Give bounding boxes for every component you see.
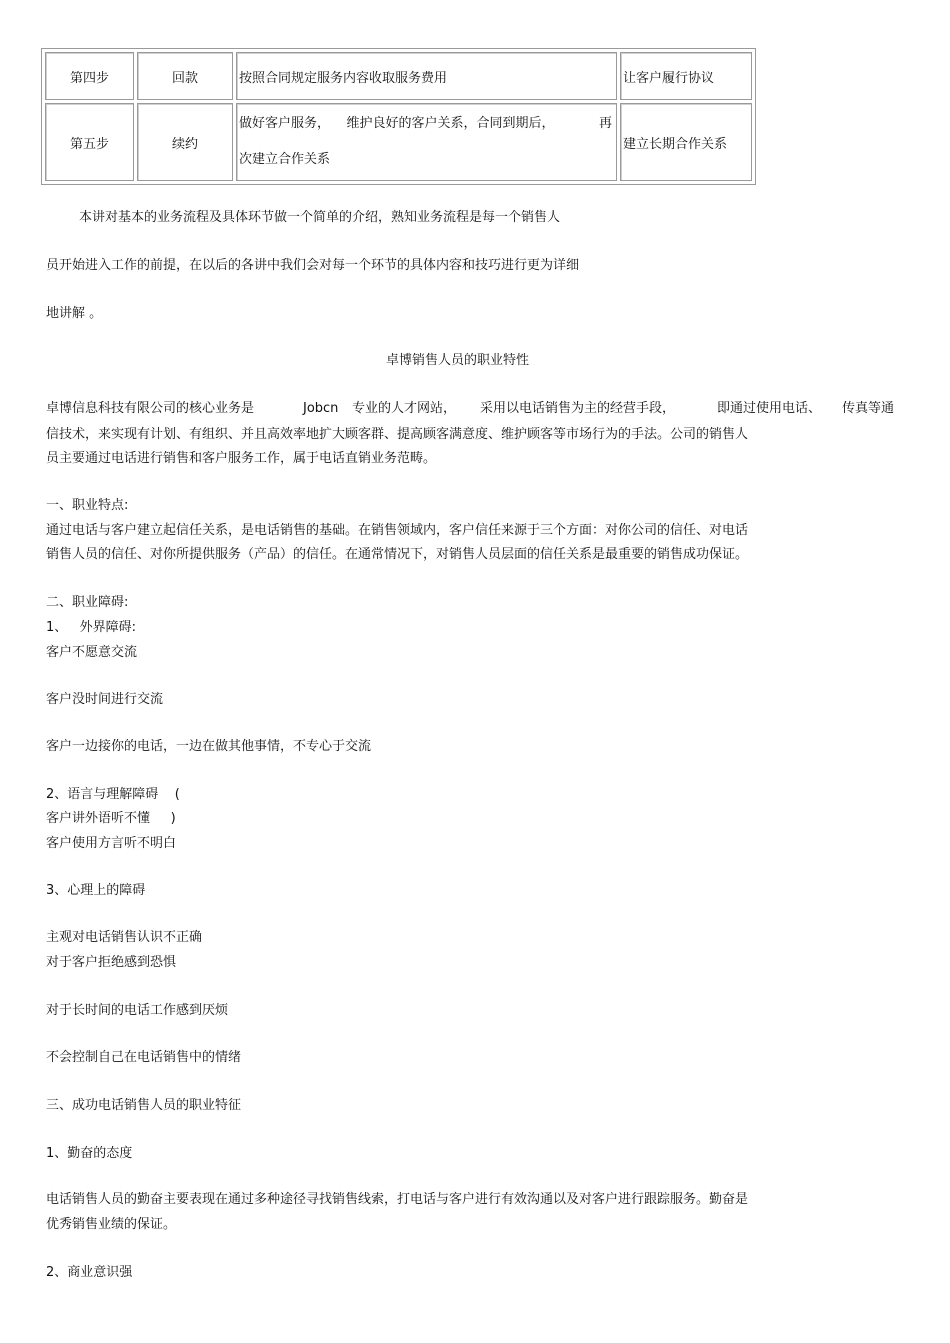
part2-subheading: 3、心理上的障碍 (46, 883, 146, 898)
step-name-cell: 续约 (137, 103, 233, 181)
table-row (45, 103, 752, 181)
part3-text: 优秀销售业绩的保证。 (46, 1217, 177, 1232)
step-cell: 第四步 (45, 52, 134, 100)
step-desc-text: 做好客户服务， 维护良好的客户关系，合同到期后， (239, 116, 555, 131)
company-text: 传真等通 (842, 401, 895, 416)
part3-text: 电话销售人员的勤奋主要表现在通过多种途径寻找销售线索，打电话与客户进行有效沟通以及对客户进行跟踪服务。勤奋是 (46, 1192, 749, 1207)
step-desc-line: 次建立合作关系 (239, 152, 331, 167)
part1-text: 通过电话与客户建立起信任关系，是电话销售的基础。在销售领域内，客户信任来源于三个方面：对你公司的信任、对电话 (46, 523, 749, 538)
part2-heading: 二、职业障碍: (46, 595, 129, 610)
list-item: 不会控制自己在电话销售中的情绪 (46, 1050, 242, 1065)
list-item: 对于长时间的电话工作感到厌烦 (46, 1003, 229, 1018)
part2-subheading: 1、 外界障碍: (46, 620, 137, 635)
section-title: 卓博销售人员的职业特性 (386, 353, 530, 368)
company-text: 信技术，来实现有计划、有组织、并且高效率地扩大顾客群、提高顾客满意度、维护顾客等市场行为的手法。公司的销售人 (46, 427, 749, 442)
table-row (45, 52, 752, 100)
part1-heading: 一、职业特点: (46, 498, 129, 513)
step-desc-cell (236, 103, 617, 181)
list-item: 客户一边接你的电话，一边在做其他事情，不专心于交流 (46, 739, 372, 754)
company-text: 员主要通过电话进行销售和客户服务工作，属于电话直销业务范畴。 (46, 451, 437, 466)
list-item: 客户没时间进行交流 (46, 692, 164, 707)
step-desc-text: 按照合同规定服务内容收取服务费用 (239, 70, 448, 86)
list-item: 客户不愿意交流 (46, 645, 138, 660)
intro-line: 员开始进入工作的前提，在以后的各讲中我们会对每一个环节的具体内容和技巧进行更为详细 (46, 258, 580, 273)
part1-text: 销售人员的信任、对你所提供服务（产品）的信任。在通常情况下，对销售人员层面的信任关系是最重要的销售成功保证。 (46, 547, 749, 562)
list-item: 客户使用方言听不明白 (46, 836, 177, 851)
step-cell: 第五步 (45, 103, 134, 181)
list-item: 对于客户拒绝感到恐惧 (46, 955, 177, 970)
list-item: 客户讲外语听不懂 ) (46, 811, 176, 826)
step-goal-cell: 建立长期合作关系 (620, 103, 752, 181)
part3-heading: 三、成功电话销售人员的职业特征 (46, 1098, 242, 1113)
step-name-cell: 回款 (137, 52, 233, 100)
company-text: 即通过使用电话、 (717, 401, 822, 416)
intro-line: 地讲解 。 (46, 306, 103, 321)
step-desc-line (239, 106, 616, 142)
part2-subheading: 2、语言与理解障碍 ( (46, 787, 180, 802)
process-steps-table (41, 48, 756, 185)
step-goal-cell: 让客户履行协议 (620, 52, 752, 100)
list-item: 主观对电话销售认识不正确 (46, 930, 203, 945)
part3-subheading: 2、商业意识强 (46, 1265, 133, 1280)
company-text: 专业的人才网站， (352, 401, 457, 416)
part3-subheading: 1、勤奋的态度 (46, 1146, 133, 1161)
intro-line: 本讲对基本的业务流程及具体环节做一个简单的介绍，熟知业务流程是每一个销售人 (79, 210, 561, 225)
step-desc-cell (236, 52, 617, 100)
step-desc-tail: 再 (598, 116, 612, 131)
company-text: Jobcn (303, 401, 339, 416)
company-text: 卓博信息科技有限公司的核心业务是 (46, 401, 255, 416)
company-text: 采用以电话销售为主的经营手段， (480, 401, 676, 416)
